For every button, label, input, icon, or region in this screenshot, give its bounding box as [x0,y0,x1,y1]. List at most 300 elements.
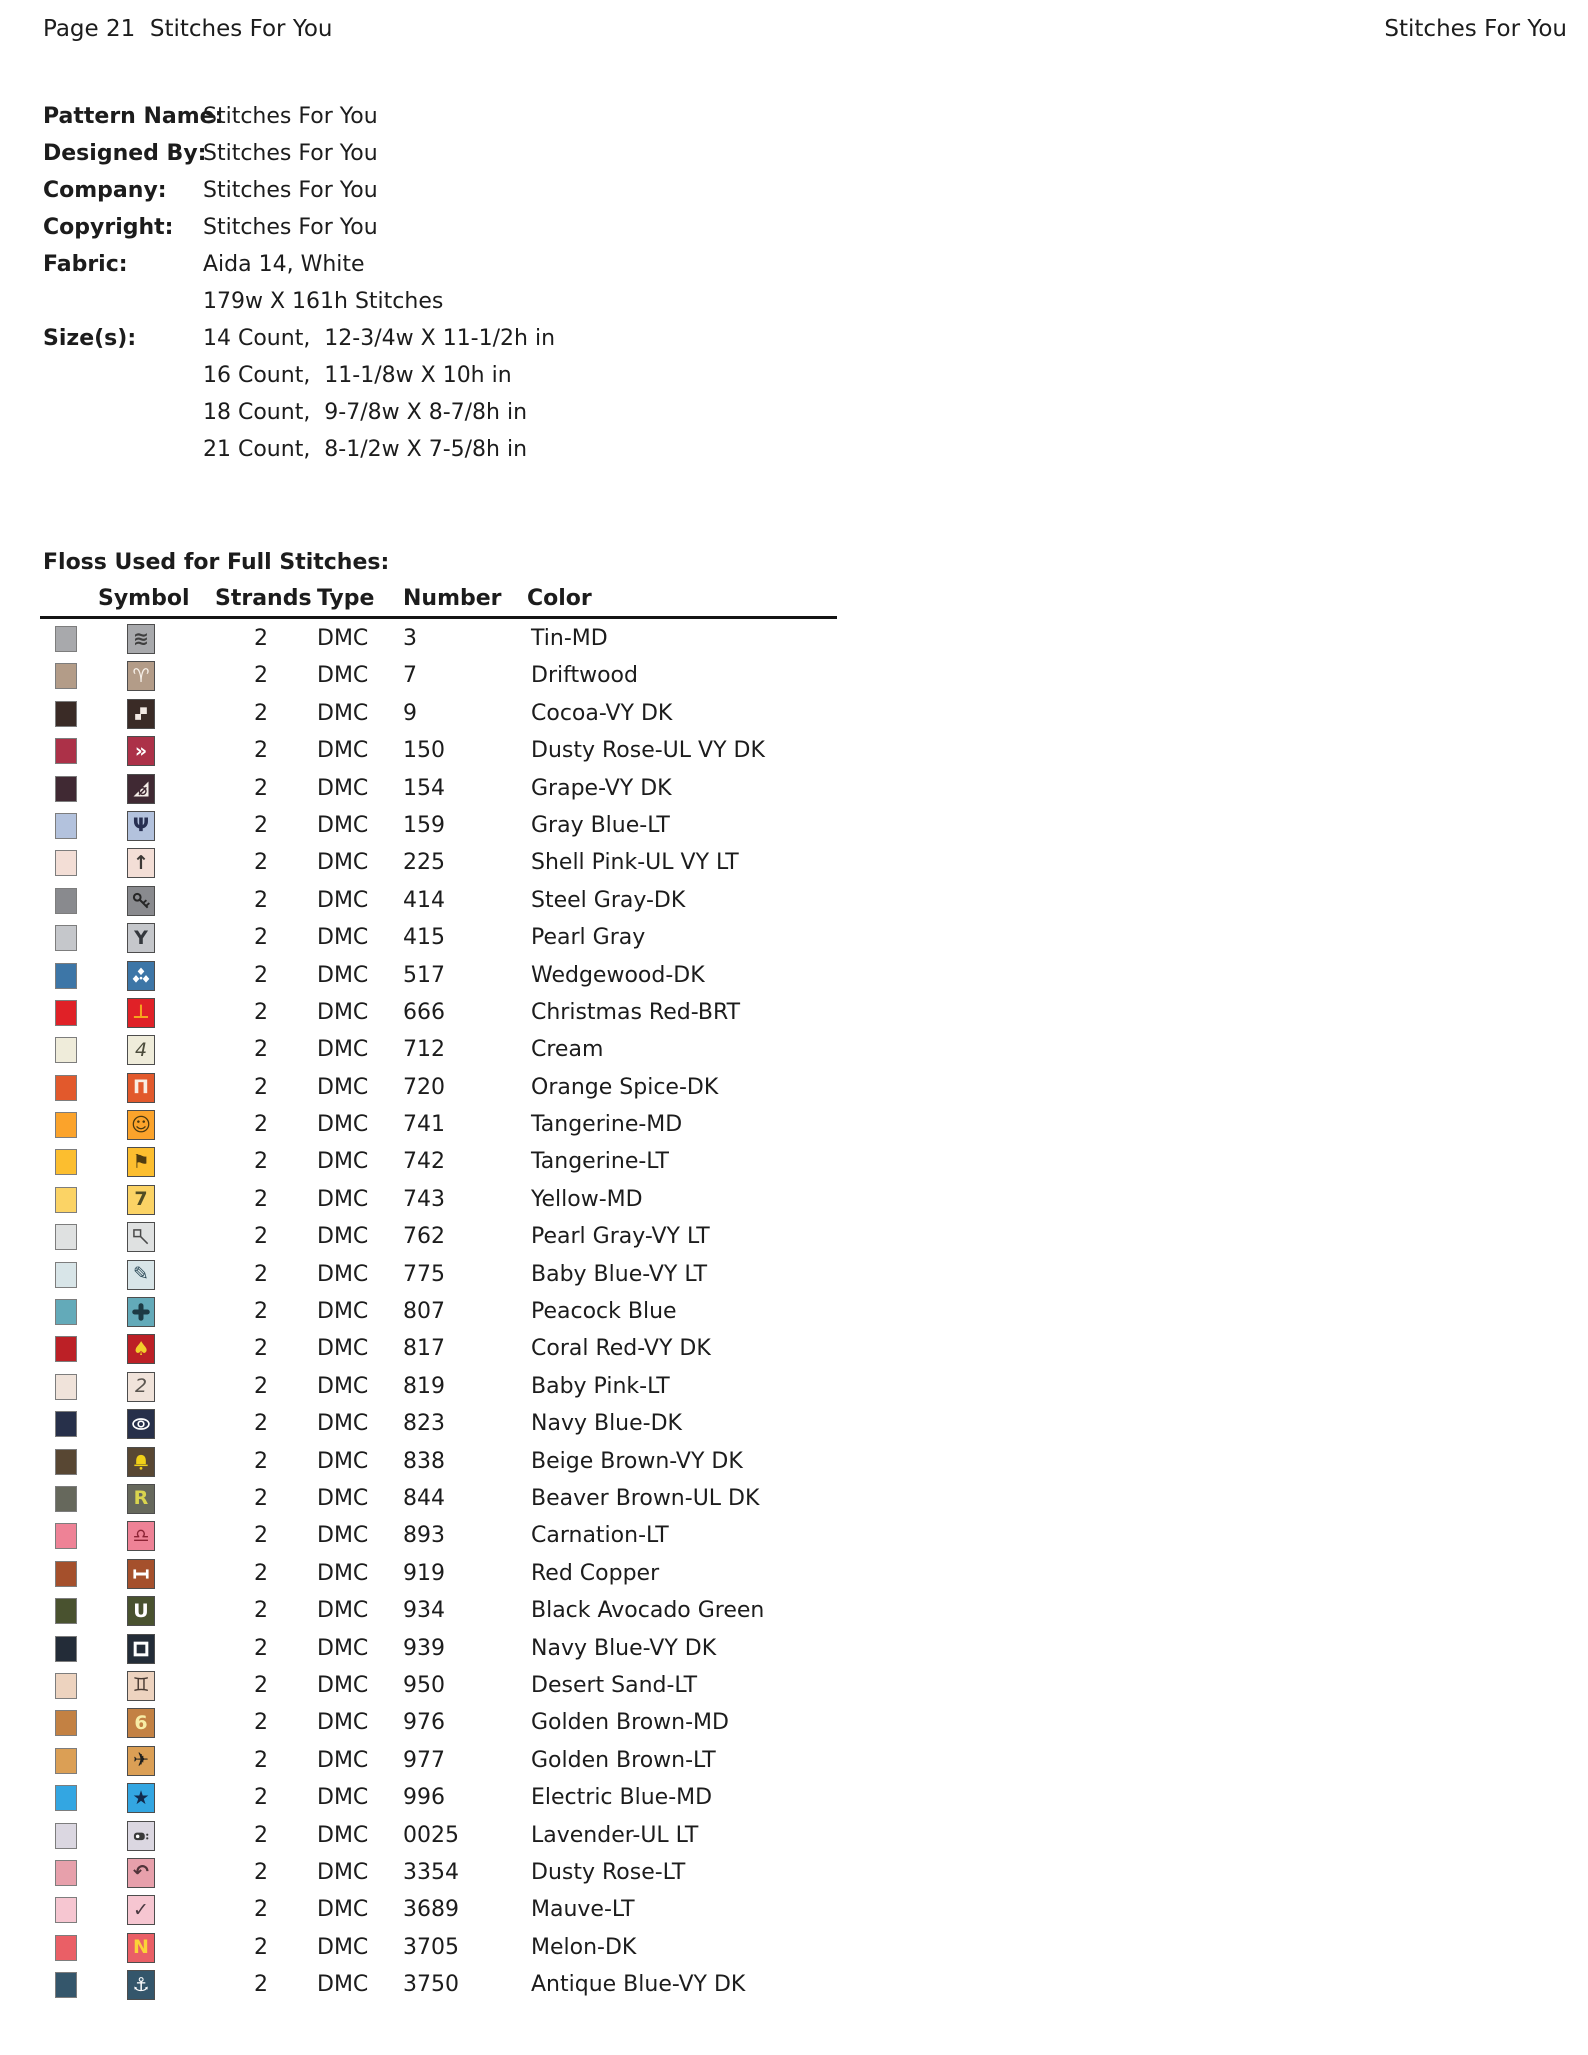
type-cell: DMC [317,663,369,689]
page-header-left: Page 21 Stitches For You [43,16,333,42]
info-value: 18 Count, 9-7/8w X 8-7/8h in [203,400,528,425]
star-icon [127,1783,155,1813]
flag-icon: ⚑ [132,1150,150,1173]
type-cell: DMC [317,999,369,1025]
number-cell: 807 [403,1299,445,1325]
number-cell: 742 [403,1149,445,1175]
color-name-cell: Driftwood [531,663,638,689]
color-name-cell: Carnation-LT [531,1523,669,1549]
type-cell: DMC [317,1710,369,1736]
color-name-cell: Gray Blue-LT [531,812,670,838]
table-row [0,958,1588,995]
strands-cell: 2 [254,1336,268,1362]
strands-cell: 2 [254,1822,268,1848]
info-value: Stitches For You [203,215,378,240]
number-cell: 939 [403,1635,445,1661]
color-name-cell: Antique Blue-VY DK [531,1972,746,1998]
number-cell: 150 [403,738,445,764]
letter-r-icon: R [133,1487,149,1510]
color-swatch [55,925,77,951]
column-header-type: Type [317,586,375,611]
double-chevron-icon: » [134,739,148,762]
type-cell: DMC [317,1224,369,1250]
number-cell: 3705 [403,1934,459,1960]
pencil-icon [127,1260,155,1290]
number-cell: 919 [403,1560,445,1586]
table-row [0,1593,1588,1630]
color-name-cell: Golden Brown-LT [531,1747,716,1773]
strands-cell: 2 [254,1037,268,1063]
type-cell: DMC [317,1037,369,1063]
table-row [0,696,1588,733]
table-row [0,845,1588,882]
color-name-cell: Christmas Red-BRT [531,999,741,1025]
table-row [0,883,1588,920]
column-header-symbol: Symbol [98,586,190,611]
number-cell: 741 [403,1112,445,1138]
table-row [0,1855,1588,1892]
table-row [0,658,1588,695]
color-name-cell: Navy Blue-VY DK [531,1635,717,1661]
psi-icon [127,811,155,841]
number-cell: 666 [403,999,445,1025]
letter-u-icon [127,1596,155,1626]
type-cell: DMC [317,1747,369,1773]
color-swatch [55,1299,77,1325]
number-cell: 819 [403,1373,445,1399]
color-swatch [55,1710,77,1736]
color-name-cell: Shell Pink-UL VY LT [531,850,739,876]
strands-cell: 2 [254,1598,268,1624]
color-swatch [55,1935,77,1961]
letter-n-icon: N [133,1936,149,1959]
number-cell: 996 [403,1785,445,1811]
pencil-icon: ✎ [133,1263,149,1286]
cursor-icon [127,1222,155,1252]
page-header-right: Stitches For You [1384,16,1567,42]
color-name-cell: Desert Sand-LT [531,1672,698,1698]
color-name-cell: Baby Blue-VY LT [531,1261,708,1287]
color-swatch [55,1636,77,1662]
strands-cell: 2 [254,1411,268,1437]
table-row [0,1518,1588,1555]
color-swatch [55,1411,77,1437]
color-swatch [55,1673,77,1699]
info-line-fabric-stitches [43,289,1043,326]
color-name-cell: Melon-DK [531,1934,637,1960]
number-cell: 844 [403,1485,445,1511]
color-swatch [55,888,77,914]
color-swatch [55,776,77,802]
type-cell: DMC [317,1785,369,1811]
info-value: Stitches For You [203,104,378,129]
color-name-cell: Navy Blue-DK [531,1411,682,1437]
check-icon: ✓ [133,1898,149,1921]
type-cell: DMC [317,626,369,651]
strands-cell: 2 [254,1972,268,1998]
table-row [0,1257,1588,1294]
strands-cell: 2 [254,850,268,876]
table-row [0,1107,1588,1144]
curved-arrow-icon: ↶ [133,1861,149,1884]
color-swatch [55,1224,77,1250]
column-header-number: Number [403,586,502,611]
perpendicular-icon: ⊥ [132,1001,150,1024]
header-rule [40,616,837,619]
info-line-size-18 [43,400,1043,437]
info-value: 179w X 161h Stitches [203,289,444,314]
strands-cell: 2 [254,1224,268,1250]
strands-cell: 2 [254,1074,268,1100]
color-swatch [55,813,77,839]
key-icon [127,886,155,916]
table-row [0,1631,1588,1668]
color-swatch [55,850,77,876]
color-name-cell: Yellow-MD [531,1186,643,1212]
numeral-4-icon [127,1035,155,1065]
number-cell: 720 [403,1074,445,1100]
table-row [0,733,1588,770]
up-arrow-icon: ↑ [133,851,149,874]
type-cell: DMC [317,1822,369,1848]
color-name-cell: Tin-MD [531,626,608,651]
bell-icon [127,1447,155,1477]
number-cell: 950 [403,1672,445,1698]
perpendicular-icon [127,998,155,1028]
info-value: Aida 14, White [203,252,365,277]
strands-cell: 2 [254,1785,268,1811]
color-name-cell: Dusty Rose-LT [531,1859,686,1885]
strands-cell: 2 [254,925,268,951]
strands-cell: 2 [254,1299,268,1325]
table-row [0,1369,1588,1406]
type-cell: DMC [317,775,369,801]
color-name-cell: Dusty Rose-UL VY DK [531,738,765,764]
color-swatch [55,701,77,727]
info-label: Fabric: [43,252,128,277]
type-cell: DMC [317,1859,369,1885]
number-cell: 3750 [403,1972,459,1998]
aries-icon [127,661,155,691]
color-swatch [55,1860,77,1886]
number-cell: 934 [403,1598,445,1624]
type-cell: DMC [317,812,369,838]
number-cell: 154 [403,775,445,801]
color-name-cell: Mauve-LT [531,1897,635,1923]
type-cell: DMC [317,1485,369,1511]
strands-cell: 2 [254,663,268,689]
color-name-cell: Orange Spice-DK [531,1074,719,1100]
column-header-strands: Strands [215,586,312,611]
strands-cell: 2 [254,1672,268,1698]
up-arrow-icon [127,848,155,878]
number-cell: 414 [403,887,445,913]
info-line-size-16 [43,363,1043,400]
letter-y-icon [127,923,155,953]
spade-icon [127,1334,155,1364]
color-swatch [55,1262,77,1288]
color-name-cell: Pearl Gray [531,925,646,951]
type-cell: DMC [317,887,369,913]
table-row [0,1967,1588,2004]
table-row [0,1144,1588,1181]
info-label: Company: [43,178,167,203]
color-name-cell: Grape-VY DK [531,775,672,801]
type-cell: DMC [317,1261,369,1287]
numeral-7-icon [127,1185,155,1215]
strands-cell: 2 [254,700,268,726]
color-name-cell: Golden Brown-MD [531,1710,729,1736]
strands-cell: 2 [254,1523,268,1549]
info-line-designed-by [43,141,1043,178]
color-name-cell: Pearl Gray-VY LT [531,1224,710,1250]
pattern-info [43,104,1043,474]
table-row [0,1556,1588,1593]
info-label: Size(s): [43,326,137,351]
table-row [0,771,1588,808]
table-row [0,1070,1588,1107]
type-cell: DMC [317,1336,369,1362]
waves-icon: ≋ [133,627,149,650]
flash-drive-icon [127,1821,155,1851]
waves-icon [127,624,155,654]
number-cell: 517 [403,962,445,988]
numeral-6-icon [127,1708,155,1738]
strands-cell: 2 [254,1186,268,1212]
strands-cell: 2 [254,999,268,1025]
smiley-icon [127,1110,155,1140]
square-outline-icon [127,1634,155,1664]
color-swatch [55,1785,77,1811]
type-cell: DMC [317,1411,369,1437]
number-cell: 977 [403,1747,445,1773]
number-cell: 976 [403,1710,445,1736]
numeral-2-icon [127,1372,155,1402]
letter-r-icon [127,1484,155,1514]
color-swatch [55,1149,77,1175]
strands-cell: 2 [254,812,268,838]
color-swatch [55,1374,77,1400]
table-row [0,1743,1588,1780]
number-cell: 762 [403,1224,445,1250]
type-cell: DMC [317,962,369,988]
type-cell: DMC [317,1560,369,1586]
type-cell: DMC [317,1299,369,1325]
color-name-cell: Lavender-UL LT [531,1822,699,1848]
type-cell: DMC [317,1897,369,1923]
color-name-cell: Black Avocado Green [531,1598,765,1624]
info-label: Copyright: [43,215,174,240]
strands-cell: 2 [254,1261,268,1287]
strands-cell: 2 [254,1112,268,1138]
eye-icon [127,1409,155,1439]
number-cell: 743 [403,1186,445,1212]
curved-arrow-icon [127,1858,155,1888]
type-cell: DMC [317,1373,369,1399]
floss-table-column-headers [0,586,1588,616]
type-cell: DMC [317,850,369,876]
info-value: Stitches For You [203,141,378,166]
numeral-7-icon: 7 [134,1188,148,1211]
color-swatch [55,1449,77,1475]
color-name-cell: Beaver Brown-UL DK [531,1485,760,1511]
numeral-6-icon: 6 [134,1711,148,1734]
info-line-size-21 [43,437,1043,474]
type-cell: DMC [317,1635,369,1661]
info-value: 14 Count, 12-3/4w X 11-1/2h in [203,326,556,351]
color-swatch [55,1972,77,1998]
strands-cell: 2 [254,1373,268,1399]
type-cell: DMC [317,700,369,726]
color-swatch [55,1000,77,1026]
color-swatch [55,1037,77,1063]
table-row [0,1182,1588,1219]
letter-u-icon: U [133,1599,149,1622]
info-value: 16 Count, 11-1/8w X 10h in [203,363,512,388]
info-line-pattern-name [43,104,1043,141]
info-label: Designed By: [43,141,207,166]
color-swatch [55,963,77,989]
number-cell: 7 [403,663,417,689]
two-squares-icon [127,699,155,729]
gemini-icon [127,1671,155,1701]
strands-cell: 2 [254,626,268,651]
letter-y-icon: Y [134,926,148,949]
strands-cell: 2 [254,738,268,764]
color-swatch [55,738,77,764]
strands-cell: 2 [254,1485,268,1511]
color-name-cell: Cream [531,1037,604,1063]
number-cell: 3354 [403,1859,459,1885]
table-row [0,1818,1588,1855]
number-cell: 893 [403,1523,445,1549]
color-name-cell: Cocoa-VY DK [531,700,673,726]
smiley-icon: ☺ [131,1113,151,1136]
color-swatch [55,1897,77,1923]
strands-cell: 2 [254,1747,268,1773]
floss-table-rows [0,621,1588,2004]
number-cell: 3689 [403,1897,459,1923]
table-row [0,1481,1588,1518]
type-cell: DMC [317,1074,369,1100]
number-cell: 159 [403,812,445,838]
color-swatch [55,1598,77,1624]
strands-cell: 2 [254,1859,268,1885]
color-swatch [55,1486,77,1512]
type-cell: DMC [317,1598,369,1624]
color-swatch [55,1561,77,1587]
type-cell: DMC [317,925,369,951]
number-cell: 838 [403,1448,445,1474]
number-cell: 225 [403,850,445,876]
type-cell: DMC [317,738,369,764]
airplane-icon [127,1746,155,1776]
diamonds-icon [127,961,155,991]
gemini-icon: ♊ [132,1674,150,1697]
strands-cell: 2 [254,1897,268,1923]
numeral-2-icon: 2 [134,1375,148,1398]
flag-icon [127,1147,155,1177]
color-name-cell: Coral Red-VY DK [531,1336,711,1362]
color-swatch [55,1748,77,1774]
strands-cell: 2 [254,962,268,988]
anchor-icon [127,1970,155,2000]
table-row [0,1780,1588,1817]
number-cell: 775 [403,1261,445,1287]
info-label: Pattern Name: [43,104,224,129]
libra-icon [127,1521,155,1551]
strands-cell: 2 [254,887,268,913]
type-cell: DMC [317,1934,369,1960]
cross-icon [127,1297,155,1327]
anchor-icon: ⚓ [132,1973,150,1996]
column-header-color: Color [527,586,592,611]
color-swatch [55,663,77,689]
number-cell: 415 [403,925,445,951]
letter-n-icon [127,1933,155,1963]
info-line-company [43,178,1043,215]
psi-icon: Ψ [132,814,150,837]
info-line-fabric [43,252,1043,289]
info-line-copyright [43,215,1043,252]
airplane-icon: ✈ [133,1749,149,1772]
number-cell: 9 [403,700,417,726]
pi-icon [127,1073,155,1103]
color-name-cell: Steel Gray-DK [531,887,686,913]
type-cell: DMC [317,1448,369,1474]
color-swatch [55,1823,77,1849]
strands-cell: 2 [254,1560,268,1586]
strands-cell: 2 [254,1710,268,1736]
color-swatch [55,1523,77,1549]
table-row [0,1668,1588,1705]
number-cell: 712 [403,1037,445,1063]
type-cell: DMC [317,1672,369,1698]
table-row [0,1032,1588,1069]
aries-icon: ♈ [132,664,150,687]
info-line-size-14 [43,326,1043,363]
color-name-cell: Beige Brown-VY DK [531,1448,743,1474]
table-row [0,1930,1588,1967]
color-name-cell: Tangerine-LT [531,1149,669,1175]
table-row [0,1294,1588,1331]
color-swatch [55,1187,77,1213]
type-cell: DMC [317,1186,369,1212]
color-name-cell: Wedgewood-DK [531,962,705,988]
strands-cell: 2 [254,1635,268,1661]
color-name-cell: Tangerine-MD [531,1112,683,1138]
ibeam-icon [127,1559,155,1589]
table-row [0,808,1588,845]
type-cell: DMC [317,1972,369,1998]
number-cell: 823 [403,1411,445,1437]
table-row [0,1705,1588,1742]
color-swatch [55,1075,77,1101]
number-cell: 3 [403,626,417,651]
strands-cell: 2 [254,1149,268,1175]
double-chevron-icon [127,736,155,766]
color-swatch [55,1112,77,1138]
table-row [0,1892,1588,1929]
table-row [0,1219,1588,1256]
slashed-flag-icon [127,774,155,804]
table-row [0,920,1588,957]
table-row [0,995,1588,1032]
spade-icon: ♠ [132,1337,150,1360]
strands-cell: 2 [254,775,268,801]
numeral-4-icon: 4 [134,1038,148,1061]
info-value: 21 Count, 8-1/2w X 7-5/8h in [203,437,528,462]
